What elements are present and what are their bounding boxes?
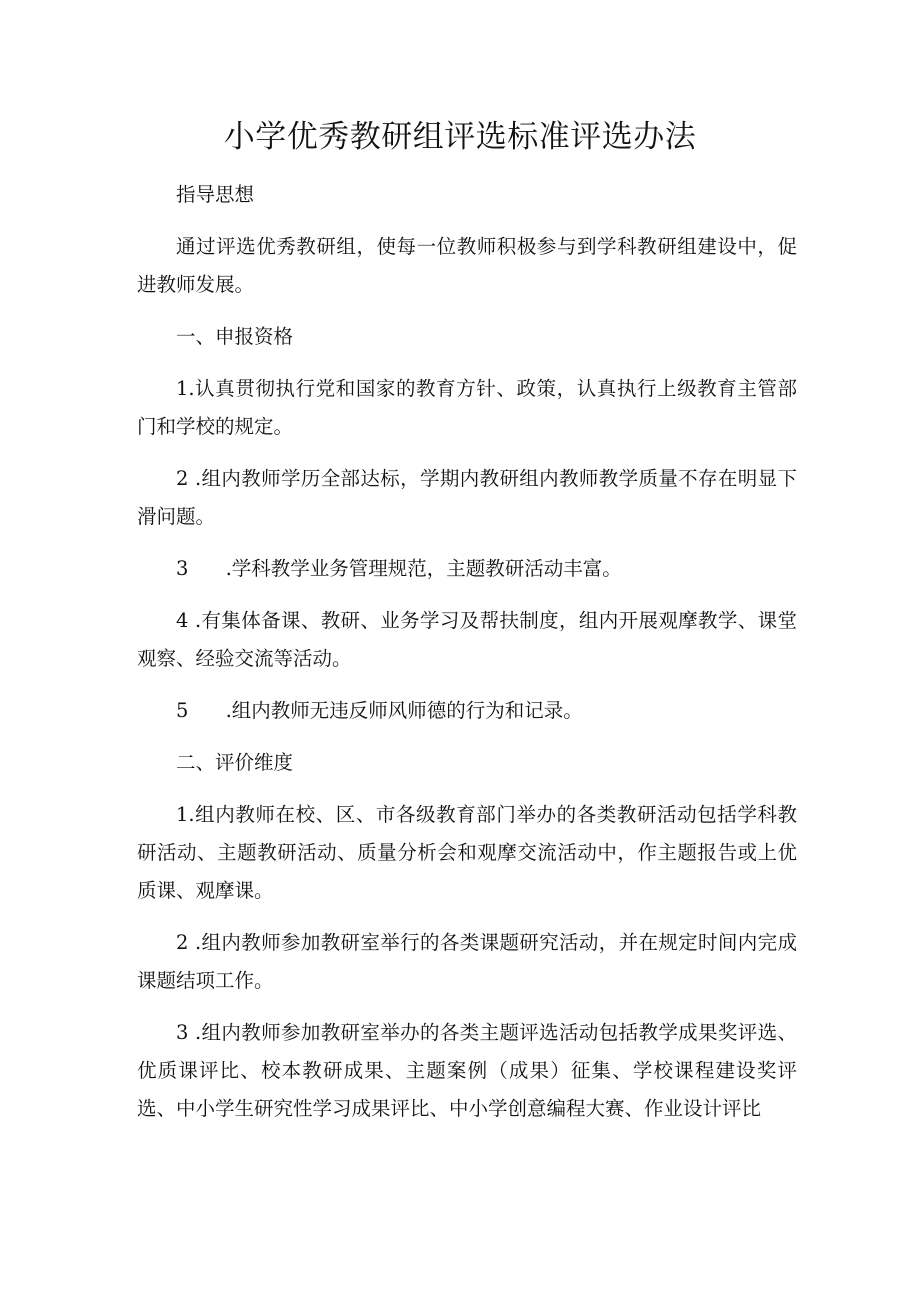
- paragraph-purpose: 通过评选优秀教研组，使每一位教师积极参与到学科教研组建设中，促进教师发展。: [137, 235, 797, 296]
- paragraph-guiding-idea: 指导思想: [176, 183, 255, 206]
- paragraph-qualification-4: 4 .有集体备课、教研、业务学习及帮扶制度，组内开展观摩教学、课堂观察、经验交流等活动。: [137, 609, 797, 670]
- paragraph-qualification-3: 3 .学科教学业务管理规范，主题教研活动丰富。: [176, 557, 622, 580]
- paragraph-evaluation-3: 3 .组内教师参加教研室举办的各类主题评选活动包括教学成果奖评选、优质课评比、校本教研成果、主题案例（成果）征集、学校课程建设奖评选、中小学生研究性学习成果评比、中小学创意编程大赛、作业设计评比: [137, 1021, 797, 1120]
- heading-evaluation-dimension: 二、评价维度: [176, 751, 294, 774]
- paragraph-qualification-5: 5 .组内教师无违反师风师德的行为和记录。: [176, 699, 583, 722]
- heading-application-qualification: 一、申报资格: [176, 325, 294, 348]
- document-title: 小学优秀教研组评选标准评选办法: [223, 119, 697, 155]
- document-body: [137, 176, 797, 1142]
- paragraph-evaluation-1: 1.组内教师在校、区、市各级教育部门举办的各类教研活动包括学科教研活动、主题教研活动、质量分析会和观摩交流活动中，作主题报告或上优质课、观摩课。: [137, 803, 797, 902]
- paragraph-evaluation-2: 2 .组内教师参加教研室举行的各类课题研究活动，并在规定时间内完成课题结项工作。: [137, 931, 797, 992]
- paragraph-qualification-1: 1.认真贯彻执行党和国家的教育方针、政策，认真执行上级教育主管部门和学校的规定。: [137, 377, 797, 438]
- paragraph-qualification-2: 2 .组内教师学历全部达标，学期内教研组内教师教学质量不存在明显下滑问题。: [137, 467, 797, 528]
